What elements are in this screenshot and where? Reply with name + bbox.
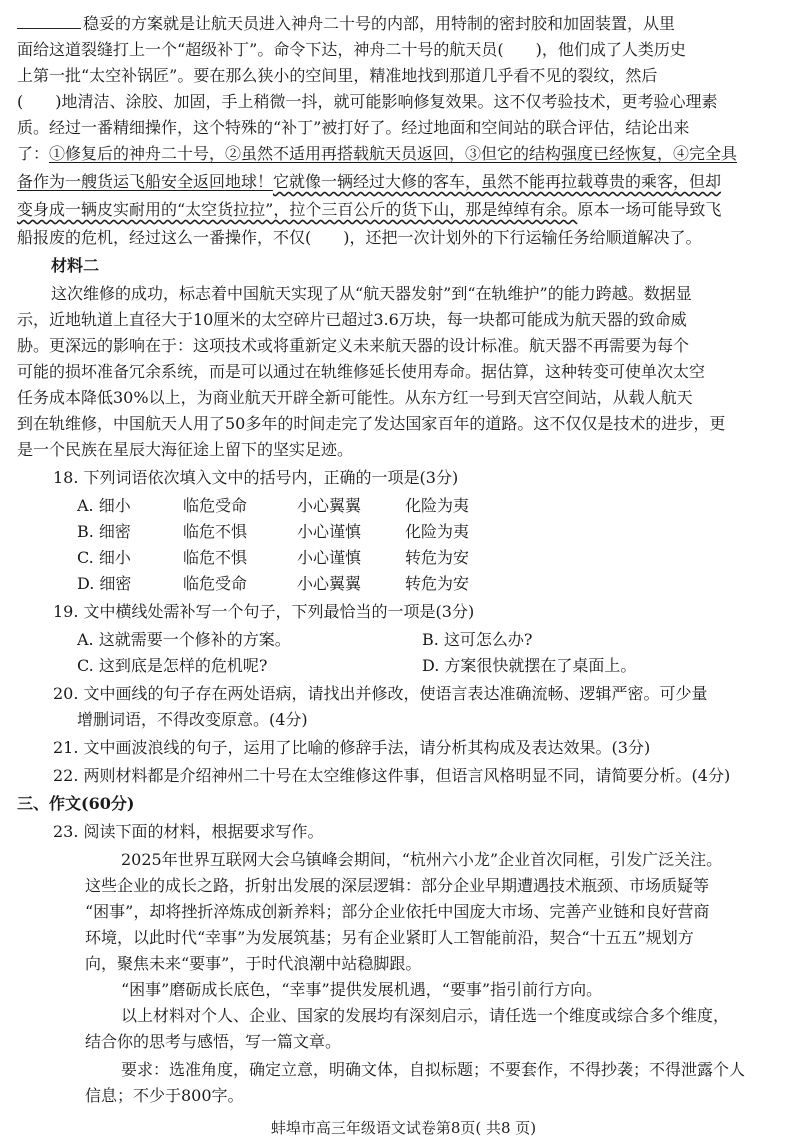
q18-option-a: A. 细小 临危受命 小心翼翼 化险为夷 bbox=[77, 496, 470, 515]
m1-line-8: 变身成一辆皮实耐用的“太空货拉拉”，拉个三百公斤的货下山，那是绰绰有余。原本一场可能导致飞 bbox=[17, 200, 722, 219]
q23-material-6: “困事”磨砺成长底色，“幸事”提供发展机遇，“要事”指引前行方向。 bbox=[121, 980, 603, 999]
q23-material-4: 环境，以此时代“幸事”为发展筑基；另有企业紧盯人工智能前沿，契合“十五五”规划方 bbox=[85, 928, 694, 947]
m2-line-5: 任务成本降低30%以上，为商业航天开辟全新可能性。从东方红一号到天宫空间站，从载人航天 bbox=[17, 388, 693, 407]
q23-prompt-1: 以上材料对个人、企业、国家的发展均有深刻启示，请任选一个维度或综合多个维度， bbox=[121, 1006, 730, 1025]
q23-material-3: “困事”，却将挫折淬炼成创新养料；部分企业依托中国庞大市场、完善产业链和良好营商 bbox=[85, 902, 710, 921]
m1-line-1: 稳妥的方案就是让航天员进入神舟二十号的内部，用特制的密封胶和加固装置，从里 bbox=[17, 14, 790, 34]
question-19: 19. 文中横线处需补写一个句子，下列最恰当的一项是(3分) bbox=[53, 602, 475, 621]
m1-line-2: 面给这道裂缝打上一个“超级补丁”。命令下达，神舟二十号的航天员( )，他们成了人类历史 bbox=[17, 40, 686, 59]
q23-material-1: 2025年世界互联网大会乌镇峰会期间，“杭州六小龙”企业首次同框，引发广泛关注。 bbox=[121, 850, 723, 869]
q18-option-b: B. 细密 临危不惧 小心谨慎 化险为夷 bbox=[77, 522, 470, 541]
question-20-cont: 增删词语，不得改变原意。(4分) bbox=[77, 710, 308, 729]
q23-requirements-2: 信息；不少于800字。 bbox=[85, 1086, 244, 1105]
q18-option-d: D. 细密 临危受命 小心翼翼 转危为安 bbox=[77, 574, 470, 593]
m1-line-7 bbox=[17, 172, 790, 198]
m2-line-2: 示，近地轨道上直径大于10厘米的太空碎片已超过3.6万块，每一块都可能成为航天器的致命威 bbox=[17, 310, 687, 329]
q19-options-ab: A. 这就需要一个修补的方案。 B. 这可怎么办? bbox=[77, 630, 533, 649]
m2-line-6: 到在轨维修，中国航天人用了50多年的时间走完了发达国家百年的道路。这不仅仅是技术的进步，更 bbox=[17, 414, 726, 433]
section-3-title: 三、作文(60分) bbox=[17, 794, 135, 813]
q19-options-cd: C. 这到底是怎样的危机呢? D. 方案很快就摆在了桌面上。 bbox=[77, 656, 637, 675]
question-21: 21. 文中画波浪线的句子，运用了比喻的修辞手法，请分析其构成及表达效果。(3分) bbox=[53, 738, 651, 757]
wavy-sentence: 它就像一辆经过大修的客车，虽然不能再拉载尊贵的乘客，但却 bbox=[273, 172, 722, 191]
m1-line-5: 质。经过一番精细操作，这个特殊的“补丁”被打好了。经过地面和空间站的联合评估，结论出来 bbox=[17, 118, 690, 137]
m2-line-1: 这次维修的成功，标志着中国航天实现了从“航天器发射”到“在轨维护”的能力跨越。数据显 bbox=[51, 284, 692, 303]
question-22: 22. 两则材料都是介绍神州二十号在太空维修这件事，但语言风格明显不同，请简要分析。(4分) bbox=[53, 766, 731, 785]
material-2-title: 材料二 bbox=[51, 256, 100, 275]
m1-line-9: 船报废的危机，经过这么一番操作，不仅( )，还把一次计划外的下行运输任务给顺道解决了。 bbox=[17, 228, 702, 247]
underlined-sentence: ①修复后的神舟二十号，②虽然不适用再搭载航天员返回，③但它的结构强度已经恢复，④完全具 bbox=[49, 144, 738, 163]
q23-prompt-2: 结合你的思考与感悟，写一篇文章。 bbox=[85, 1032, 342, 1051]
q23-material-2: 这些企业的成长之路，折射出发展的深层逻辑：部分企业早期遭遇技术瓶颈、市场质疑等 bbox=[85, 876, 710, 895]
question-20: 20. 文中画线的句子存在两处语病，请找出并修改，使语言表达准确流畅、逻辑严密。可少量 bbox=[53, 684, 708, 703]
m1-line-4: ( )地清洁、涂胶、加固，手上稍微一抖，就可能影响修复效果。这不仅考验技术，更考验心理素 bbox=[17, 92, 718, 111]
m1-line-3: 上第一批“太空补锅匠”。要在那么狭小的空间里，精准地找到那道几乎看不见的裂纹，然后 bbox=[17, 66, 658, 85]
question-23: 23. 阅读下面的材料，根据要求写作。 bbox=[53, 822, 324, 841]
q23-material-5: 向，聚焦未来“要事”，于时代浪潮中站稳脚跟。 bbox=[85, 954, 422, 973]
m2-line-3: 胁。更深远的影响在于：这项技术或将重新定义未来航天器的设计标准。航天器不再需要为每个 bbox=[17, 336, 690, 355]
page-footer: 蚌埠市高三年级语文试卷第8页( 共8 页) bbox=[270, 1119, 537, 1137]
m2-line-4: 可能的损坏准备冗余系统，而是可以通过在轨维修延长使用寿命。据估算，这种转变可使单次太空 bbox=[17, 362, 706, 381]
q18-option-c: C. 细小 临危不惧 小心谨慎 转危为安 bbox=[77, 548, 470, 567]
m1-line-6: 了：①修复后的神舟二十号，②虽然不适用再搭载航天员返回，③但它的结构强度已经恢复，④完全具 bbox=[17, 144, 738, 163]
question-18: 18. 下列词语依次填入文中的括号内，正确的一项是(3分) bbox=[53, 468, 459, 487]
q23-requirements-1: 要求：选准角度，确定立意，明确文体，自拟标题；不要套作，不得抄袭；不得泄露个人 bbox=[121, 1060, 746, 1079]
underlined-sentence-end: 备作为一艘货运飞船安全返回地球！ bbox=[17, 172, 274, 191]
m2-line-7: 是一个民族在星辰大海征途上留下的坚实足迹。 bbox=[17, 440, 354, 459]
fill-blank-line bbox=[17, 14, 81, 29]
wavy-sentence-end: 变身成一辆皮实耐用的“太空货拉拉”，拉个三百公斤的货下山，那是绰绰有余。 bbox=[17, 200, 578, 219]
